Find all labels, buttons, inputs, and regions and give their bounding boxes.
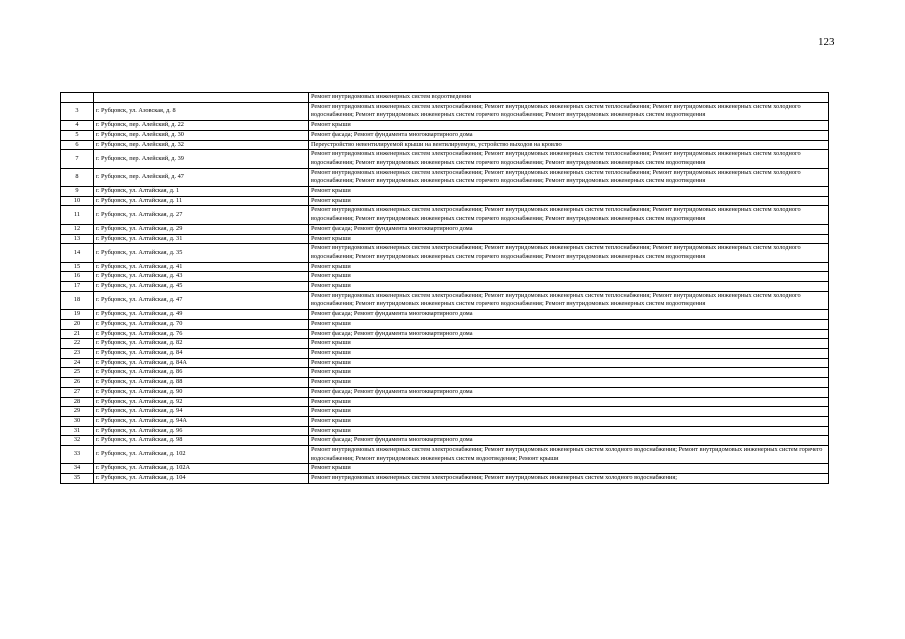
- table-row: [61, 436, 829, 446]
- address-cell: г. Рубцовск, ул. Алтайская, д. 102: [94, 446, 309, 464]
- row-number-cell: 20: [61, 319, 94, 329]
- works-cell: Ремонт крыши: [309, 426, 829, 436]
- works-cell: Ремонт внутридомовых инженерных систем электроснабжения; Ремонт внутридомовых инженерных систем холодного водоснабжения;: [309, 474, 829, 484]
- table-row: [61, 339, 829, 349]
- works-cell: Ремонт внутридомовых инженерных систем электроснабжения; Ремонт внутридомовых инженерных систем теплоснабжения; Ремонт внутридомовых инженерных систем холодного водоснабжения; Ремонт внутридомовых инженерных систем горячего водоснабжения; Ремонт внутридомовых инженерных систем водоотведения: [309, 206, 829, 224]
- address-cell: г. Рубцовск, ул. Алтайская, д. 96: [94, 426, 309, 436]
- row-number-cell: 33: [61, 446, 94, 464]
- works-cell: Ремонт внутридомовых инженерных систем электроснабжения; Ремонт внутридомовых инженерных систем теплоснабжения; Ремонт внутридомовых инженерных систем холодного водоснабжения; Ремонт внутридомовых инженерных систем горячего водоснабжения; Ремонт внутридомовых инженерных систем водоотведения: [309, 291, 829, 309]
- row-number-cell: 18: [61, 291, 94, 309]
- address-cell: г. Рубцовск, ул. Алтайская, д. 11: [94, 196, 309, 206]
- row-number-cell: 15: [61, 262, 94, 272]
- table-row: [61, 224, 829, 234]
- works-cell: Ремонт крыши: [309, 348, 829, 358]
- address-cell: г. Рубцовск, ул. Алтайская, д. 88: [94, 378, 309, 388]
- address-cell: г. Рубцовск, ул. Алтайская, д. 94А: [94, 416, 309, 426]
- address-cell: г. Рубцовск, ул. Алтайская, д. 104: [94, 474, 309, 484]
- row-number-cell: 29: [61, 407, 94, 417]
- table-row: [61, 102, 829, 120]
- address-cell: г. Рубцовск, ул. Алтайская, д. 98: [94, 436, 309, 446]
- table-row: [61, 426, 829, 436]
- address-cell: г. Рубцовск, ул. Алтайская, д. 1: [94, 187, 309, 197]
- works-cell: Ремонт внутридомовых инженерных систем электроснабжения; Ремонт внутридомовых инженерных систем теплоснабжения; Ремонт внутридомовых инженерных систем холодного водоснабжения; Ремонт внутридомовых инженерных систем горячего водоснабжения; Ремонт внутридомовых инженерных систем водоотведения: [309, 244, 829, 262]
- row-number-cell: 24: [61, 358, 94, 368]
- table-row: [61, 291, 829, 309]
- address-cell: г. Рубцовск, ул. Алтайская, д. 27: [94, 206, 309, 224]
- address-cell: г. Рубцовск, ул. Алтайская, д. 47: [94, 291, 309, 309]
- works-cell: Ремонт крыши: [309, 407, 829, 417]
- address-cell: г. Рубцовск, пер. Алейский, д. 30: [94, 130, 309, 140]
- works-cell: Ремонт крыши: [309, 339, 829, 349]
- address-cell: г. Рубцовск, пер. Алейский, д. 47: [94, 168, 309, 186]
- address-cell: г. Рубцовск, ул. Алтайская, д. 31: [94, 234, 309, 244]
- table-row: [61, 387, 829, 397]
- works-cell: Ремонт крыши: [309, 358, 829, 368]
- table-row: [61, 319, 829, 329]
- address-cell: г. Рубцовск, ул. Алтайская, д. 84А: [94, 358, 309, 368]
- works-cell: Ремонт внутридомовых инженерных систем электроснабжения; Ремонт внутридомовых инженерных систем теплоснабжения; Ремонт внутридомовых инженерных систем холодного водоснабжения; Ремонт внутридомовых инженерных систем горячего водоснабжения; Ремонт внутридомовых инженерных систем водоотведения: [309, 168, 829, 186]
- address-cell: г. Рубцовск, ул. Алтайская, д. 102А: [94, 464, 309, 474]
- table-row: [61, 329, 829, 339]
- row-number-cell: 10: [61, 196, 94, 206]
- table-row: [61, 272, 829, 282]
- works-cell: Ремонт крыши: [309, 464, 829, 474]
- table-row: [61, 282, 829, 292]
- works-cell: Ремонт внутридомовых инженерных систем водоотведения: [309, 93, 829, 103]
- address-cell: г. Рубцовск, ул. Алтайская, д. 43: [94, 272, 309, 282]
- works-cell: Ремонт фасада; Ремонт фундамента многоквартирного дома: [309, 224, 829, 234]
- row-number-cell: 28: [61, 397, 94, 407]
- row-number-cell: 9: [61, 187, 94, 197]
- table-row: [61, 121, 829, 131]
- works-cell: Ремонт крыши: [309, 397, 829, 407]
- row-number-cell: 8: [61, 168, 94, 186]
- table-row: [61, 168, 829, 186]
- row-number-cell: 35: [61, 474, 94, 484]
- works-cell: Ремонт крыши: [309, 272, 829, 282]
- row-number-cell: 11: [61, 206, 94, 224]
- works-cell: Ремонт фасада; Ремонт фундамента многоквартирного дома: [309, 436, 829, 446]
- row-number-cell: 21: [61, 329, 94, 339]
- row-number-cell: 7: [61, 150, 94, 168]
- address-cell: г. Рубцовск, ул. Алтайская, д. 92: [94, 397, 309, 407]
- row-number-cell: 13: [61, 234, 94, 244]
- page-number: 123: [818, 36, 835, 48]
- table-row: [61, 262, 829, 272]
- table-row: [61, 368, 829, 378]
- works-cell: Ремонт крыши: [309, 262, 829, 272]
- row-number-cell: 31: [61, 426, 94, 436]
- row-number-cell: 17: [61, 282, 94, 292]
- address-cell: г. Рубцовск, ул. Алтайская, д. 84: [94, 348, 309, 358]
- address-cell: г. Рубцовск, пер. Алейский, д. 32: [94, 140, 309, 150]
- works-cell: Ремонт крыши: [309, 319, 829, 329]
- works-cell: Ремонт крыши: [309, 282, 829, 292]
- works-cell: Ремонт фасада; Ремонт фундамента многоквартирного дома: [309, 329, 829, 339]
- table-row: [61, 130, 829, 140]
- row-number-cell: 4: [61, 121, 94, 131]
- works-cell: Ремонт крыши: [309, 378, 829, 388]
- works-cell: Ремонт крыши: [309, 368, 829, 378]
- address-cell: [94, 93, 309, 103]
- works-cell: Ремонт крыши: [309, 121, 829, 131]
- table-row: [61, 464, 829, 474]
- table-row: [61, 234, 829, 244]
- table-row: [61, 93, 829, 103]
- row-number-cell: 32: [61, 436, 94, 446]
- works-cell: Переустройство невентилируемой крыши на вентилируемую, устройство выходов на кровлю: [309, 140, 829, 150]
- address-cell: г. Рубцовск, пер. Алейский, д. 22: [94, 121, 309, 131]
- works-cell: Ремонт фасада; Ремонт фундамента многоквартирного дома: [309, 310, 829, 320]
- address-cell: г. Рубцовск, ул. Алтайская, д. 86: [94, 368, 309, 378]
- row-number-cell: 16: [61, 272, 94, 282]
- works-cell: Ремонт крыши: [309, 416, 829, 426]
- table-row: [61, 446, 829, 464]
- table-body: [61, 93, 829, 484]
- address-cell: г. Рубцовск, ул. Алтайская, д. 35: [94, 244, 309, 262]
- row-number-cell: 25: [61, 368, 94, 378]
- row-number-cell: 30: [61, 416, 94, 426]
- row-number-cell: 3: [61, 102, 94, 120]
- table-row: [61, 206, 829, 224]
- table-row: [61, 397, 829, 407]
- table-row: [61, 348, 829, 358]
- row-number-cell: 19: [61, 310, 94, 320]
- works-cell: Ремонт крыши: [309, 187, 829, 197]
- table-row: [61, 474, 829, 484]
- table-row: [61, 416, 829, 426]
- row-number-cell: 5: [61, 130, 94, 140]
- address-cell: г. Рубцовск, ул. Алтайская, д. 76: [94, 329, 309, 339]
- row-number-cell: 6: [61, 140, 94, 150]
- row-number-cell: 23: [61, 348, 94, 358]
- works-cell: Ремонт внутридомовых инженерных систем электроснабжения; Ремонт внутридомовых инженерных систем холодного водоснабжения; Ремонт внутридомовых инженерных систем горячего водоснабжения; Ремонт внутридомовых инженерных систем водоотведения; Ремонт крыши: [309, 446, 829, 464]
- address-cell: г. Рубцовск, ул. Алтайская, д. 94: [94, 407, 309, 417]
- table-row: [61, 140, 829, 150]
- address-cell: г. Рубцовск, ул. Алтайская, д. 82: [94, 339, 309, 349]
- address-cell: г. Рубцовск, ул. Алтайская, д. 70: [94, 319, 309, 329]
- table-row: [61, 378, 829, 388]
- table-row: [61, 358, 829, 368]
- table-row: [61, 310, 829, 320]
- works-cell: Ремонт крыши: [309, 196, 829, 206]
- row-number-cell: 26: [61, 378, 94, 388]
- table-row: [61, 187, 829, 197]
- table-row: [61, 196, 829, 206]
- address-cell: г. Рубцовск, пер. Алейский, д. 39: [94, 150, 309, 168]
- row-number-cell: 27: [61, 387, 94, 397]
- row-number-cell: [61, 93, 94, 103]
- table-row: [61, 150, 829, 168]
- address-cell: г. Рубцовск, ул. Алтайская, д. 29: [94, 224, 309, 234]
- address-cell: г. Рубцовск, ул. Алтайская, д. 41: [94, 262, 309, 272]
- works-cell: Ремонт внутридомовых инженерных систем электроснабжения; Ремонт внутридомовых инженерных систем теплоснабжения; Ремонт внутридомовых инженерных систем холодного водоснабжения; Ремонт внутридомовых инженерных систем горячего водоснабжения; Ремонт внутридомовых инженерных систем водоотведения: [309, 102, 829, 120]
- repair-registry-table: [60, 92, 829, 484]
- works-cell: Ремонт фасада; Ремонт фундамента многоквартирного дома: [309, 130, 829, 140]
- row-number-cell: 22: [61, 339, 94, 349]
- address-cell: г. Рубцовск, ул. Азовская, д. 8: [94, 102, 309, 120]
- table-row: [61, 407, 829, 417]
- address-cell: г. Рубцовск, ул. Алтайская, д. 45: [94, 282, 309, 292]
- address-cell: г. Рубцовск, ул. Алтайская, д. 49: [94, 310, 309, 320]
- row-number-cell: 14: [61, 244, 94, 262]
- row-number-cell: 34: [61, 464, 94, 474]
- table-row: [61, 244, 829, 262]
- works-cell: Ремонт внутридомовых инженерных систем электроснабжения; Ремонт внутридомовых инженерных систем теплоснабжения; Ремонт внутридомовых инженерных систем холодного водоснабжения; Ремонт внутридомовых инженерных систем горячего водоснабжения; Ремонт внутридомовых инженерных систем водоотведения: [309, 150, 829, 168]
- works-cell: Ремонт крыши: [309, 234, 829, 244]
- works-cell: Ремонт фасада; Ремонт фундамента многоквартирного дома: [309, 387, 829, 397]
- address-cell: г. Рубцовск, ул. Алтайская, д. 90: [94, 387, 309, 397]
- row-number-cell: 12: [61, 224, 94, 234]
